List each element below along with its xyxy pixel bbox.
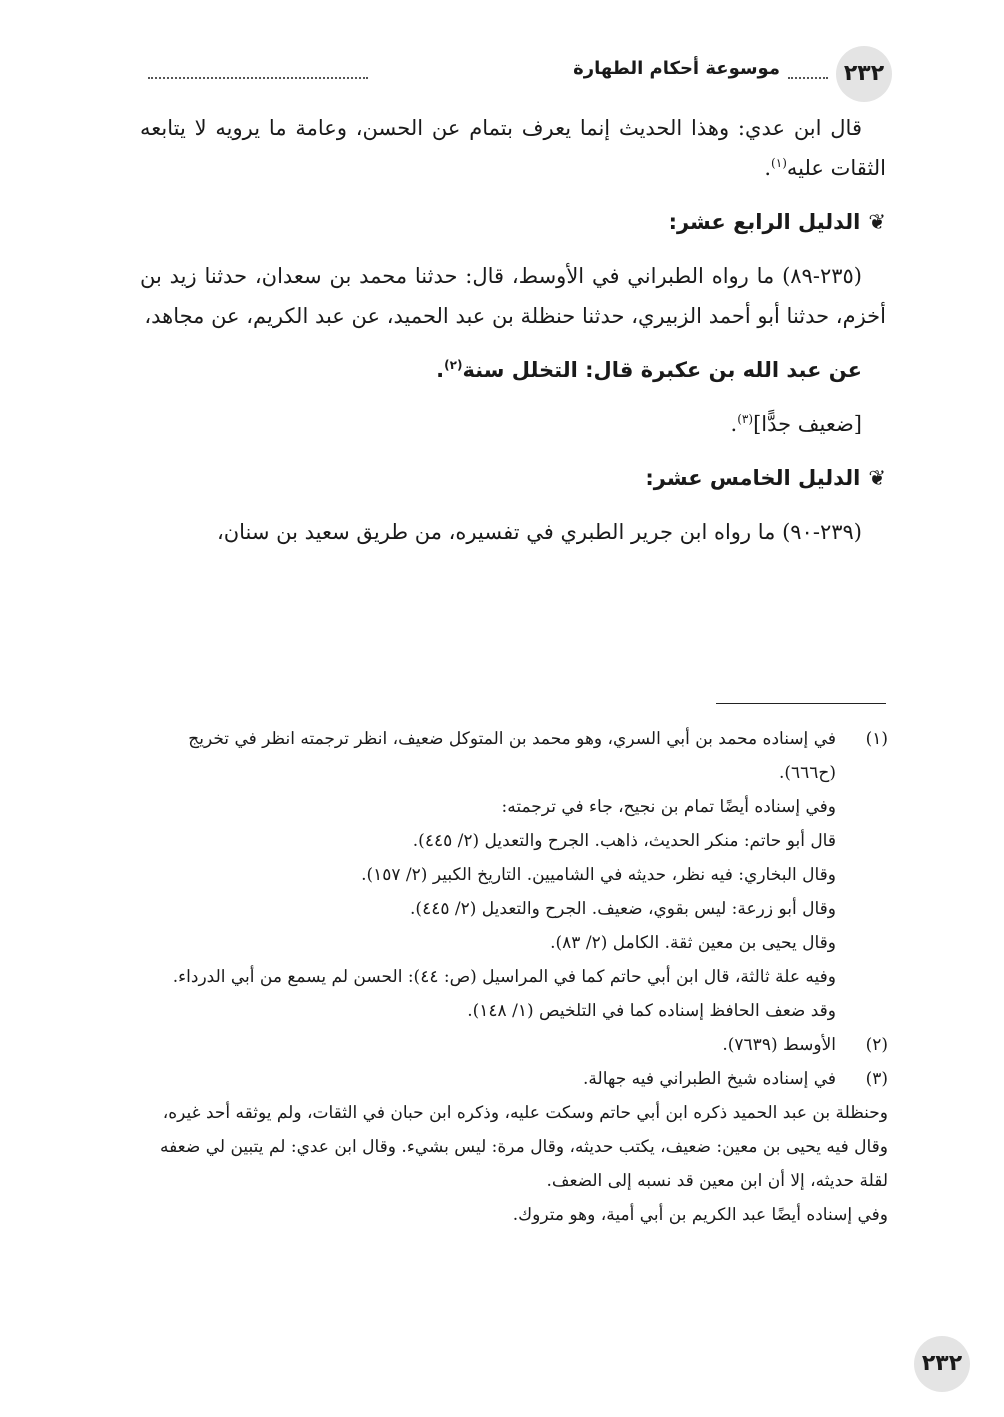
footnote-line: وقال أبو زرعة: ليس بقوي، ضعيف. الجرح والتعديل (٢/ ٤٤٥).: [410, 899, 836, 919]
main-text: [140, 108, 886, 552]
grading: [ضعيف جدًّا]$^{(٣)}$.: [730, 412, 862, 436]
footnote-line: وقال البخاري: فيه نظر، حديثه في الشاميين. التاريخ الكبير (٢/ ١٥٧).: [361, 865, 836, 885]
footnote-number: (٣): [865, 1069, 888, 1089]
page-number-badge: ٢٣٢: [836, 46, 892, 102]
footnote-line: في إسناده محمد بن أبي السري، وهو محمد بن المتوكل ضعيف، انظر ترجمته انظر في تخريج (ح٦٦٦).: [188, 729, 836, 783]
footnote-ref: (٢): [444, 358, 463, 372]
footnote-ref: (٣): [737, 412, 754, 426]
grading-text: [ضعيف جدًّا]: [753, 412, 862, 436]
hadith-text-content: عن عبد الله بن عكبرة قال: التخلل سنة: [462, 358, 862, 382]
page-header: [140, 46, 892, 102]
section-heading: [140, 200, 886, 244]
paragraph-text: قال ابن عدي: وهذا الحديث إنما يعرف بتمام عن الحسن، وعامة ما يرويه لا يتابعه الثقات عليه: [140, 116, 886, 180]
footnote: [140, 1062, 888, 1096]
footnote-continuation: وفي إسناده أيضًا عبد الكريم بن أبي أمية، وهو متروك.: [512, 1205, 888, 1225]
leaf-icon: ❦: [868, 210, 886, 234]
footnote-number: (٢): [865, 1035, 888, 1055]
footnote-ref: (١): [771, 156, 787, 170]
footnote-line: في إسناده شيخ الطبراني فيه جهالة.: [583, 1069, 836, 1089]
heading-text: الدليل الرابع عشر:: [668, 210, 861, 234]
running-title: موسوعة أحكام الطهارة: [573, 58, 780, 79]
hadith-text: عن عبد الله بن عكبرة قال: التخلل سنة$^{(٢)}$.: [436, 358, 862, 382]
footnote-line: وقد ضعف الحافظ إسناده كما في التلخيص (١/ ١٤٨).: [467, 1001, 836, 1021]
section-heading: [140, 456, 886, 500]
footnote-number: (١): [865, 729, 888, 749]
header-dotted-rule: [148, 77, 368, 79]
header-dotted-rule: [788, 77, 828, 79]
footer-page-number: ٢٣٢: [914, 1336, 970, 1392]
footnote-continuation: وحنظلة بن عبد الحميد ذكره ابن أبي حاتم وسكت عليه، وذكره ابن حبان في الثقات، ولم يوثقه أحد غيره، وقال فيه يحيى بن معين: ضعيف، يكتب حديثه، وقال مرة: ليس بشيء. وقال ابن عدي: لم يتبين لي ضعفه لقلة حديثه، إلا أن ابن معين قد نسبه إلى الضعف.: [159, 1103, 888, 1191]
paragraph: قال ابن عدي: وهذا الحديث إنما يعرف بتمام عن الحسن، وعامة ما يرويه لا يتابعه الثقات عليه$^{(١)}$.: [140, 116, 886, 180]
footnote: [140, 1028, 888, 1062]
footnotes: [140, 722, 888, 1232]
footnote-separator: [716, 703, 886, 704]
footnote-line: وفي إسناده أيضًا تمام بن نجيح، جاء في ترجمته:: [501, 797, 836, 817]
footnote-line: قال أبو حاتم: منكر الحديث، ذاهب. الجرح والتعديل (٢/ ٤٤٥).: [412, 831, 836, 851]
paragraph: (٢٣٥-٨٩) ما رواه الطبراني في الأوسط، قال: حدثنا محمد بن سعدان، حدثنا زيد بن أخزم، حدثنا أبو أحمد الزبيري، حدثنا حنظلة بن عبد الحميد، عن عبد الكريم، عن مجاهد،: [140, 264, 886, 328]
footnote-line: وقال يحيى بن معين ثقة. الكامل (٢/ ٨٣).: [550, 933, 836, 953]
paragraph: (٢٣٩-٩٠) ما رواه ابن جرير الطبري في تفسيره، من طريق سعيد بن سنان،: [216, 520, 862, 544]
leaf-icon: ❦: [868, 466, 886, 490]
heading-text: الدليل الخامس عشر:: [645, 466, 861, 490]
footnote: [140, 722, 888, 1028]
footnote-line: الأوسط (٧٦٣٩).: [722, 1035, 836, 1055]
footnote-line: وفيه علة ثالثة، قال ابن أبي حاتم كما في المراسيل (ص: ٤٤): الحسن لم يسمع من أبي الدرداء.: [172, 967, 836, 987]
